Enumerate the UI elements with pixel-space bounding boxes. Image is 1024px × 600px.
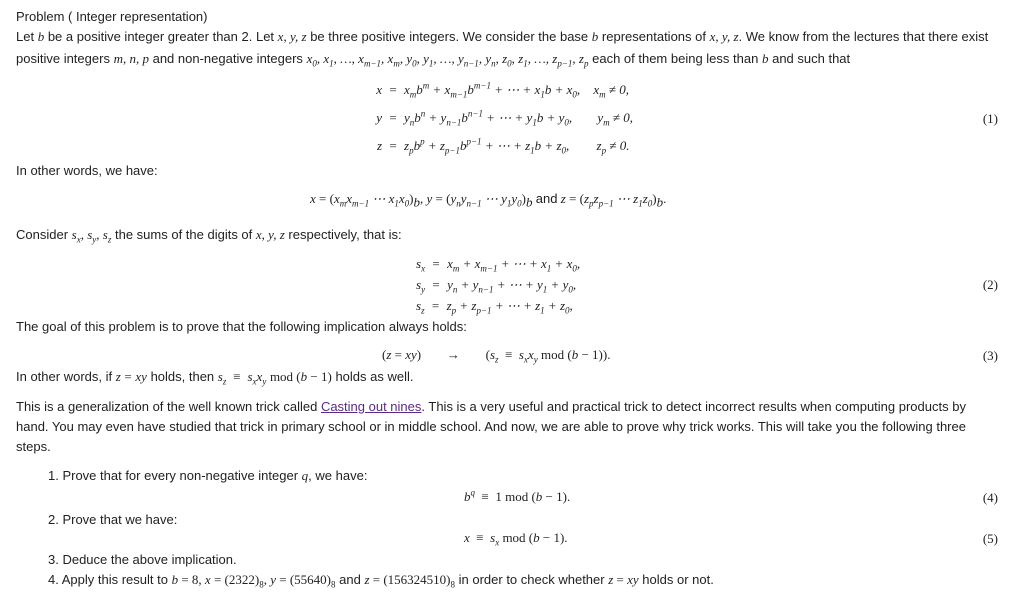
in-other-words-1: In other words, we have: [16, 163, 158, 178]
step-2: 2. Prove that we have: [48, 512, 178, 527]
generalization-paragraph: This is a generalization of the well known trick called Casting out nines. This is a very useful and practical trick to detect incorrect results when computing products by hand. You may even have studied that trick in primary school or in middle school. And now, we are able to prove why trick works. This will take you the following three steps. [16, 399, 966, 454]
eq5-label: (5) [982, 531, 998, 546]
digit-representation: $x = (x_mx_{m-1}$ ⋯ $x_1x_0)_b$, $y = (y_ny_{n-1}$ ⋯ $y_1y_0)_b$ and $z = (z_pz_{p-1}$ ⋯ $z_1z_0)_b$. [310, 191, 667, 210]
step-3: 3. Deduce the above implication. [48, 552, 237, 567]
eq1-label: (1) [982, 111, 998, 126]
eq4-label: (4) [982, 490, 998, 505]
consider-line: Consider $s_x$, $s_y$, $s_z$ the sums of the digits of x, y, z respectively, that is: [16, 227, 402, 245]
eq3-label: (3) [982, 348, 998, 363]
intro-paragraph: Let b be a positive integer greater than 2. Let x, y, z be three positive integers. We consider the base b representations of x, y, z. We know from the lectures that there exist positive integers m, n, p and non-negative integers $x_0$, $x_1$, …, $x_{m-1}$, $x_m$, $y_0$, $y_1$, …, $y_{n-1}$, $y_n$, $z_0$, $z_1$, …, $z_{p-1}$, $z_p$ each of them being less than b and such that [16, 29, 989, 69]
casting-out-nines-link[interactable]: Casting out nines [320, 399, 422, 414]
goal-text: The goal of this problem is to prove that the following implication always holds: [16, 319, 467, 334]
heading-text: Problem ( Integer representation) [16, 9, 208, 24]
in-other-words-2: In other words, if z = xy holds, then $s_z \equiv s_xx_y$ mod (b − 1) holds as well. [16, 369, 414, 387]
eq2-label: (2) [982, 277, 998, 292]
step-4: 4. Apply this result to b = 8, $x = (2322)_8$, $y = (55640)_8$ and $z = (156324510)_8$ in order to check whether z = xy holds or not. [48, 572, 714, 590]
step-1: 1. Prove that for every non-negative integer q, we have: [48, 468, 368, 483]
problem-heading [16, 6, 994, 27]
